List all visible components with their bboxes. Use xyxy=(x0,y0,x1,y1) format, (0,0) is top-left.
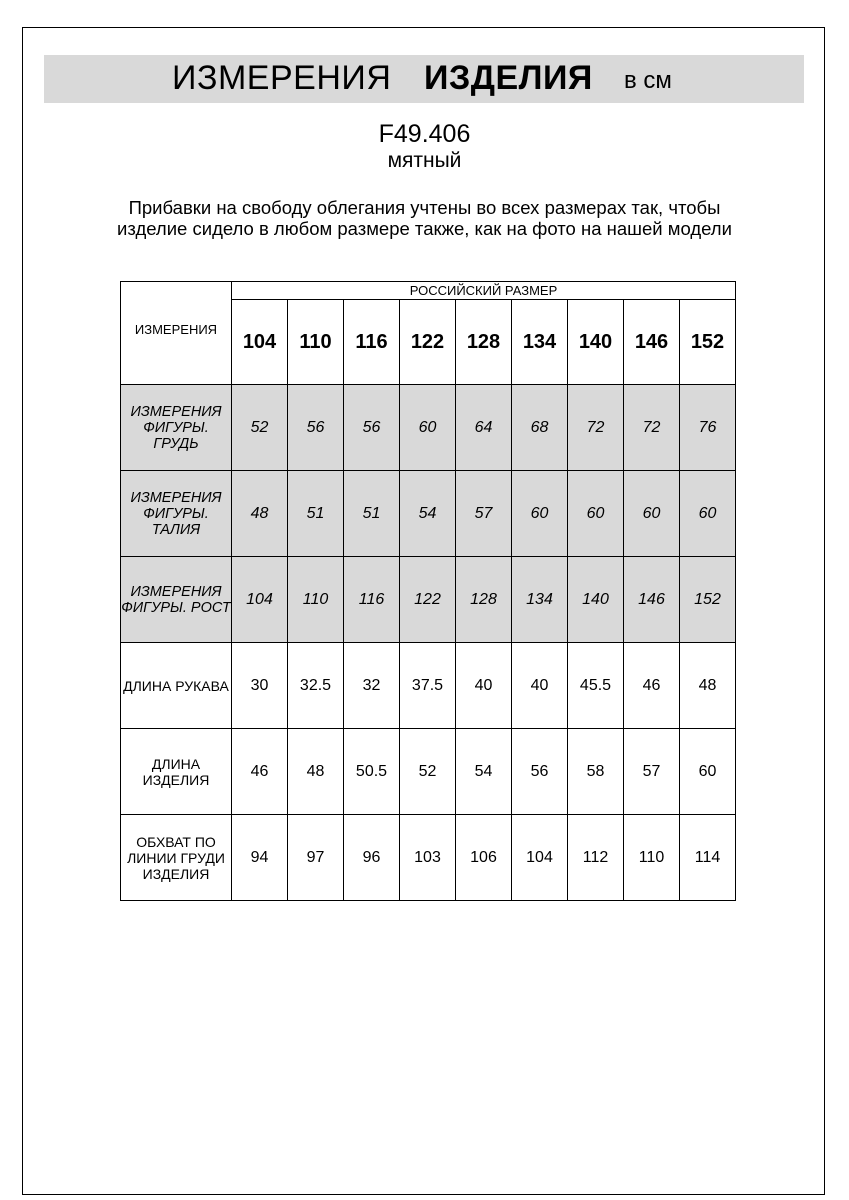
table-cell: 51 xyxy=(344,471,400,557)
table-cell: 110 xyxy=(288,557,344,643)
table-cell: 64 xyxy=(456,385,512,471)
table-cell: 104 xyxy=(232,557,288,643)
table-cell: 45.5 xyxy=(568,643,624,729)
size-table xyxy=(120,281,736,901)
table-row xyxy=(121,557,736,643)
product-color: мятный xyxy=(387,149,462,172)
table-cell: 46 xyxy=(232,729,288,815)
table-cell: 48 xyxy=(288,729,344,815)
table-cell: 114 xyxy=(680,815,736,901)
size-header: 104 xyxy=(232,300,288,385)
table-cell: 140 xyxy=(568,557,624,643)
article-number: F49.406 xyxy=(378,120,471,148)
table-cell: 116 xyxy=(344,557,400,643)
table-cell: 104 xyxy=(512,815,568,901)
row-label-waist: ИЗМЕРЕНИЯ ФИГУРЫ. ТАЛИЯ xyxy=(121,471,232,557)
table-cell: 32 xyxy=(344,643,400,729)
table-cell: 60 xyxy=(624,471,680,557)
size-header: 128 xyxy=(456,300,512,385)
table-cell: 97 xyxy=(288,815,344,901)
row-label-height: ИЗМЕРЕНИЯ ФИГУРЫ. РОСТ xyxy=(121,557,232,643)
table-cell: 72 xyxy=(624,385,680,471)
measurements-header: ИЗМЕРЕНИЯ xyxy=(121,282,232,385)
table-cell: 60 xyxy=(680,471,736,557)
table-cell: 146 xyxy=(624,557,680,643)
title-measurements: ИЗМЕРЕНИЯ xyxy=(172,59,392,97)
table-cell: 54 xyxy=(456,729,512,815)
table-row xyxy=(121,729,736,815)
table-cell: 112 xyxy=(568,815,624,901)
table-cell: 152 xyxy=(680,557,736,643)
table-cell: 56 xyxy=(512,729,568,815)
table-row xyxy=(121,471,736,557)
row-label-sleeve-length: ДЛИНА РУКАВА xyxy=(121,643,232,729)
table-cell: 60 xyxy=(400,385,456,471)
row-label-garment-length: ДЛИНА ИЗДЕЛИЯ xyxy=(121,729,232,815)
table-cell: 32.5 xyxy=(288,643,344,729)
title-product: ИЗДЕЛИЯ xyxy=(424,59,593,97)
table-cell: 60 xyxy=(680,729,736,815)
size-header: 116 xyxy=(344,300,400,385)
table-row xyxy=(121,385,736,471)
title-banner xyxy=(44,55,804,103)
table-cell: 134 xyxy=(512,557,568,643)
table-cell: 40 xyxy=(512,643,568,729)
table-cell: 52 xyxy=(400,729,456,815)
size-header: 140 xyxy=(568,300,624,385)
table-header-row-top xyxy=(121,282,736,300)
table-cell: 48 xyxy=(680,643,736,729)
table-cell: 122 xyxy=(400,557,456,643)
table-cell: 96 xyxy=(344,815,400,901)
size-header: 152 xyxy=(680,300,736,385)
size-header: 146 xyxy=(624,300,680,385)
table-cell: 60 xyxy=(512,471,568,557)
table-cell: 48 xyxy=(232,471,288,557)
table-cell: 30 xyxy=(232,643,288,729)
table-cell: 106 xyxy=(456,815,512,901)
size-header: 110 xyxy=(288,300,344,385)
table-cell: 60 xyxy=(568,471,624,557)
table-cell: 40 xyxy=(456,643,512,729)
table-cell: 56 xyxy=(344,385,400,471)
table-cell: 94 xyxy=(232,815,288,901)
table-cell: 57 xyxy=(624,729,680,815)
table-cell: 37.5 xyxy=(400,643,456,729)
table-cell: 72 xyxy=(568,385,624,471)
table-cell: 54 xyxy=(400,471,456,557)
table-cell: 57 xyxy=(456,471,512,557)
table-row xyxy=(121,643,736,729)
table-cell: 58 xyxy=(568,729,624,815)
table-cell: 52 xyxy=(232,385,288,471)
table-cell: 110 xyxy=(624,815,680,901)
table-cell: 46 xyxy=(624,643,680,729)
row-label-chest: ИЗМЕРЕНИЯ ФИГУРЫ. ГРУДЬ xyxy=(121,385,232,471)
size-header: 122 xyxy=(400,300,456,385)
table-cell: 103 xyxy=(400,815,456,901)
table-cell: 56 xyxy=(288,385,344,471)
title-units: в см xyxy=(624,67,672,94)
size-group-header: РОССИЙСКИЙ РАЗМЕР xyxy=(232,282,736,300)
table-row xyxy=(121,815,736,901)
table-cell: 50.5 xyxy=(344,729,400,815)
table-cell: 51 xyxy=(288,471,344,557)
table-cell: 76 xyxy=(680,385,736,471)
fit-note: Прибавки на свободу облегания учтены во всех размерах так, чтобы изделие сидело в любом размере также, как на фото на нашей модели xyxy=(117,197,732,239)
row-label-garment-chest: ОБХВАТ ПО ЛИНИИ ГРУДИ ИЗДЕЛИЯ xyxy=(121,815,232,901)
table-cell: 128 xyxy=(456,557,512,643)
table-cell: 68 xyxy=(512,385,568,471)
size-header: 134 xyxy=(512,300,568,385)
